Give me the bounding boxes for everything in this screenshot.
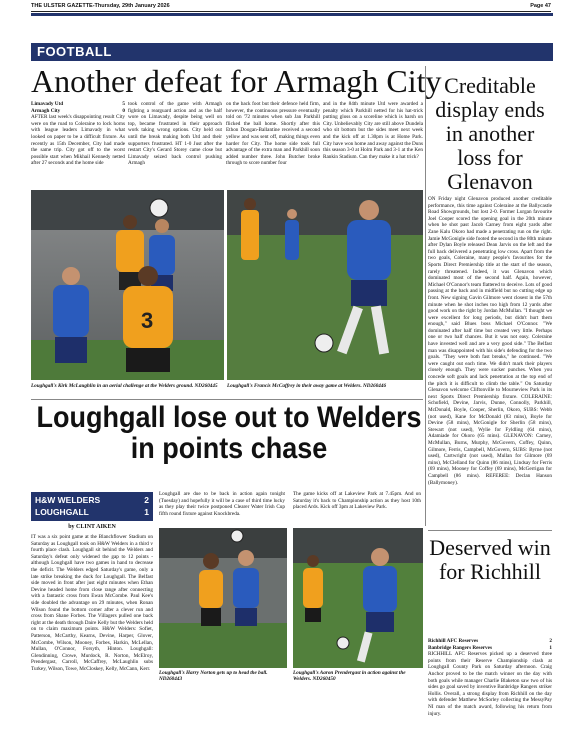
photo-prendergast xyxy=(293,528,423,668)
richhill-score-away: Banbridge Rangers Reserves 1 xyxy=(428,644,552,651)
section-rule xyxy=(31,13,553,16)
page-number: Page 47 xyxy=(530,2,551,9)
byline: by CLINT AIKEN xyxy=(68,524,116,530)
story1-col4: and in the 84th minute Utd were awarded a penalty which Parkhill netted for his hat-trick putting gloss on a scoreline which is harsh on City. Unbelievably City are still above Dundela who sit bottom but the sides meet next week and the kick off at 1.30pm is at Home Park. City have won home and away against the Duns this season 3-0 at Holm Park and 3-1 at the Ken Rankin Stadium. Can they make it a hat trick? xyxy=(323,101,423,160)
richhill-rule xyxy=(428,530,552,531)
story2-col2: Loughgall are due to be back in action again tonight (Tuesday) and hopefully it will be a case of third time lucky as they play their twice postponed Clearer Water Irish Cup fifth round fixture against Knockbreda. xyxy=(159,491,285,517)
caption-photo3: Loughgall's Harry Norton gets up to head the ball. ND260443 xyxy=(159,670,268,683)
story2-col1: IT was a six point game at the Blanchflower Stadium on Saturday as Loughgall took on H&W Welders in a third v fourth place clash. Loughgall sit behind the Welders and Saturday's defeat only widened the gap to 12 points - although Loughgall have two games in hand to decrease the deficit. The Welders edged Saturday's game, only a late strike breaking the duck for Loughgall. The Belfast side moved in front after just eight minutes when Ethan Devine headed home from close range after connecting with a fantastic cross from Ewan McCombe. Paul Kee's side doubled the advantage on 29 minutes, when Ronan Wilson found the bottom corner after a clever run and cross from Shane Forbes. The Villagers pulled one back right at the death through Daire Kelly but the Welders held on to claim maximum points. H&W Welders: Sofiet, Patterson, McCarthy, Kearns, Devine, Harper, Glover, McCombe, Wilson, Mooney, Forbes, Harkin, McLellan, Mullan, O'Connor, Forsyth, Hinton. Loughgall: Glendinning, Crowe, Murdock, R. Norton, McElroy, Prendergast, Carroll, McCaffrey, McLaughlin subs Turkey, Wilson, Towe, McCloskey, Kelly, McCann, Kerr. xyxy=(31,534,153,672)
score-line-away: Armagh City 0 xyxy=(31,107,125,114)
photo-aerial-challenge-image xyxy=(31,190,224,380)
headline-glenavon: Creditable display ends in another loss for Glenavon xyxy=(435,73,545,194)
score-box-loughgall xyxy=(31,492,153,521)
svg-text:3: 3 xyxy=(141,308,154,333)
photo-mccaffrey-image xyxy=(227,190,423,380)
caption-photo2: Loughgall's Francis McCaffrey in their away game at Welders. ND260446 xyxy=(227,383,387,389)
photo-aerial-challenge xyxy=(31,190,224,380)
story2-col3: The game kicks off at Lakeview Park at 7.45pm. And on Saturday it's back to Championship action as they host 10th placed Ards. Kick off 3pm at Lakeview Park. xyxy=(293,491,421,511)
section-label: FOOTBALL xyxy=(31,43,553,61)
photo-prendergast-image xyxy=(293,528,423,668)
richhill-body: Richhill AFC Reserves 2 Banbridge Rangers Reserves 1 RICHHILL AFC Reserves picked up a deserved three points from their Reserve Championship clash at Loughgall County Park on Saturday afternoon. Craig Anchor proved to be the match winner on the day with both goals while manager Charlie Blaketon saw two of his sides go goal saved by inventive Banbridge Rangers striker Hollis. Overall, a strong display from Richhill on the day with defender Matthew McSorley collecting the MessyPay NI man of the match award, following his return from injury. xyxy=(428,638,552,717)
score-row-away: LOUGHGALL 1 xyxy=(35,507,149,517)
story1-col1: Limavady Utd 5 Armagh City 0 AFTER last week's disappointing result City were on the road to Coleraine to lock horns with league leaders Limavady in what looked on paper to be a difficult fixture. As recently as 15th December, City had made the same trip. City got off to the worst possible start when Mikhail Kennedy netted after 27 seconds and the home side xyxy=(31,101,125,167)
richhill-score-home: Richhill AFC Reserves 2 xyxy=(428,638,552,644)
photo-mccaffrey xyxy=(227,190,423,380)
score-row-home: H&W WELDERS 2 xyxy=(35,495,149,505)
glenavon-body: ON Friday night Glenavon produced another creditable performance, this time against Coleraine at the Ballycastle Road Showgrounds, but lost 2-0. Former Lurgan favourite Joel Cooper scored the opening goal in the 20th minute when he shot past Jacob Carney from eight yards after Zane Kalu Okoro had made a penetrating run on the right. Jamie McGonigle side footed the second in the 80th minute after Dylan Boyle released Dean Jarvis on the left and the full back delivered a penetrating low cross. Apart from the two goals, Coleraine, many people's favourites for the Sports Direct Premiership title at the start of the season, rarely threatened. Indeed, it was Glenavon which dominated most of the second half. Again, however, Michael O'Connor's team flattered to deceive. Lots of good passing at the back and in midfield but no cutting edge up front. New signing Gavin Gilmore went closest in the 57th minute when he shot inches too high from 12 yards after good work on the right by Jordan McMullan. "I thought we were excellent for long periods, but didn't hurt them enough," said Blues boss Michael O'Connor. "We dominated after half time but created very little. Perhaps one or two half chances. But it was not easy. Coleraine have invested well and are a very good side." The Belfast man was disappointed with his side's defending for the two goals. "They were both fast breaks," he continued. "We were caught out each time. We didn't mark their players closely enough. They were sucker punches. When you concede soft goals and lack penetration at the top end of the pitch it is difficult to climb the table." On Saturday Glenavon welcome Cliftonville to Mourneview Park in its next Sports Direct Premiership fixture. COLERAINE: Schofield, Devine, Jarvis, Dunne, Connolly, Parkhill, McDonald, Boyle, Cooper, Sherlin, Okoro, SUBS: Webb (not used), Kane for McDonald (83 mins), Boyle for Devine (58 mins), McGonigle for Sherlin (58 mins), Stewart (not used), Wylie for Fyldling (64 mins), Adamiade for Okoro (65 mins). GLENAVON: Carney, McMullan, Burns, Murphy, McGovern, Coffey, Quinn, Gilmore, Ferris, Campbell, McGovern, SUBS: Byrne (not used), Cartwright (not used), Mullan for Gilmore (69 mins), McClelland for Quinn (86 mins), Lindsay for Ferris (69 mins), Mooney for Coffey (69 mins), McGerrigan for Campbell (86 mins). REFEREE: Declan Hanson (Ballymoney). xyxy=(428,196,552,486)
masthead-title: THE ULSTER GAZETTE-Thursday, 29th January 2026 xyxy=(31,2,170,9)
story1-col2: took control of the game with Armagh fighting a rearguard action and as the half wore on Limavady, despite being well on top, became frustrated in their approach work taking wrong options. City held out until the break making both Utd and their supporters frustrated. HT 1-0 Just after the restart City's Gerard Storey came close but Limavady seized back control pushing Armagh xyxy=(128,101,222,167)
story2-rule xyxy=(31,399,423,400)
score-line-home: Limavady Utd 5 xyxy=(31,101,125,107)
story1-col3: on the back foot but their defence held firm, however, the continuous pressure eventually told on '72 minutes when sub Jan Parkhill flicked the ball home. Shortly after this Ethon Doogan-Ballantine received a second yellow and was sent off, making things even harder for City. The home side took full advantage of the extra man and Parkhill soon added number three. John Butcher broke through to score number four xyxy=(226,101,320,167)
headline-loughgall: Loughgall lose out to Welders in points chase xyxy=(36,401,422,465)
caption-photo4: Loughgall's Aaron Prendergast in action against the Welders. ND260450 xyxy=(293,670,406,683)
photo-norton-header-image xyxy=(159,528,287,668)
headline-armagh: Another defeat for Armagh City xyxy=(31,63,442,99)
headline-richhill: Deserved win for Richhill xyxy=(429,535,551,584)
caption-photo1: Loughgall's Kirk McLaughlin in an aerial challenge at the Welders ground. ND260445 xyxy=(31,383,218,389)
masthead xyxy=(31,0,551,12)
photo-norton-header xyxy=(159,528,287,668)
